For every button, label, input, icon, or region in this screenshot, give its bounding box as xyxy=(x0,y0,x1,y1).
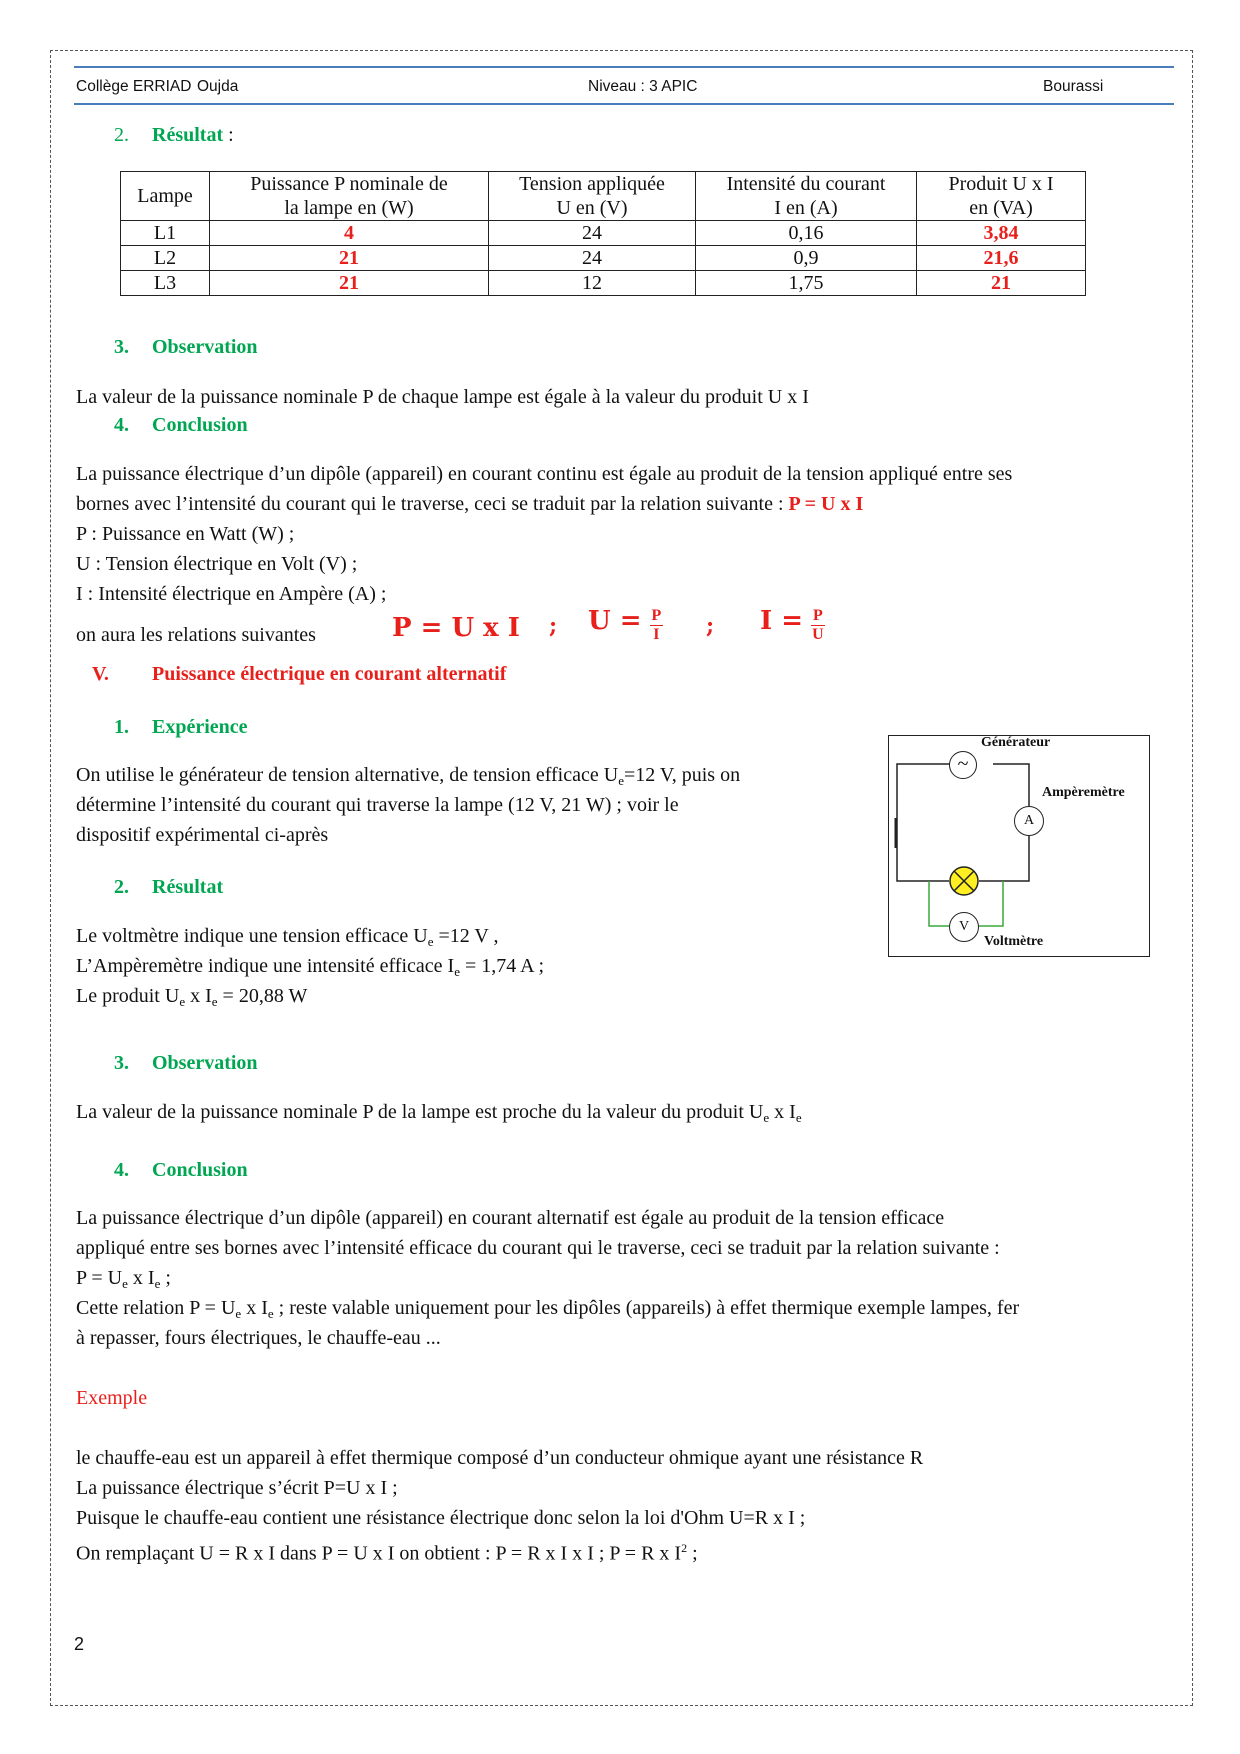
table-header-row xyxy=(121,172,1086,221)
conclusion-line-2: bornes avec l’intensité du courant qui le traverse, ceci se traduit par la relation suivante : P = U x I xyxy=(76,493,864,515)
relation-p-ui: P = U x I xyxy=(788,493,864,515)
table-row xyxy=(121,221,1086,246)
cell-lamp: L3 xyxy=(121,271,210,296)
observation2-text: La valeur de la puissance nominale P de la lampe est proche du la valeur du produit $U_e$ x $I_e$ xyxy=(76,1101,802,1125)
conclusion-line-1: La puissance électrique d’un dipôle (appareil) en courant continu est égale au produit de la tension appliqué entre ses xyxy=(76,463,1013,485)
section-result-heading: 2. Résultat : xyxy=(114,124,234,146)
cell-current: 0,16 xyxy=(696,221,917,246)
col-header-current: Intensité du courant I en (A) xyxy=(696,172,917,221)
cell-lamp: L1 xyxy=(121,221,210,246)
experience-line-2: détermine l’intensité du courant qui traverse la lampe (12 V, 21 W) ; voir le xyxy=(76,794,679,816)
equation-separator: ; xyxy=(706,613,715,639)
example-line-1: le chauffe-eau est un appareil à effet thermique composé d’un conducteur ohmique ayant une résistance R xyxy=(76,1447,924,1469)
results-table xyxy=(120,171,1086,296)
conclusion2-line-1: La puissance électrique d’un dipôle (appareil) en courant alternatif est égale au produit de la tension efficace xyxy=(76,1207,945,1229)
experience-line-1: On utilise le générateur de tension alternative, de tension efficace $U_e=12$ V, puis on xyxy=(76,764,741,788)
cell-voltage: 24 xyxy=(489,246,696,271)
observation-text: La valeur de la puissance nominale P de chaque lampe est égale à la valeur du produit U x I xyxy=(76,386,809,408)
equation-u: U = $\frac{P}{I}$ xyxy=(588,606,662,643)
conclusion2-line-2: appliqué entre ses bornes avec l’intensité efficace du courant qui le traverse, ceci se traduit par la relation suivante : xyxy=(76,1237,1000,1259)
section-observation2-heading: 3. Observation xyxy=(114,1052,258,1074)
cell-voltage: 12 xyxy=(489,271,696,296)
cell-power: 4 xyxy=(210,221,489,246)
relations-intro: on aura les relations suivantes xyxy=(76,624,316,646)
result-line-2: L’Ampèremètre indique une intensité efficace $I_e = 1,74$ A ; xyxy=(76,955,545,979)
page-header xyxy=(76,74,1174,104)
definition-i: I : Intensité électrique en Ampère (A) ; xyxy=(76,583,387,605)
equation-separator: ; xyxy=(549,613,558,639)
conclusion2-line-5: à repasser, fours électriques, le chauffe-eau ... xyxy=(76,1327,441,1349)
col-header-voltage: Tension appliquée U en (V) xyxy=(489,172,696,221)
example-line-3: Puisque le chauffe-eau contient une résistance électrique donc selon la loi d'Ohm U=R x I ; xyxy=(76,1507,806,1529)
header-author: Bourassi xyxy=(1043,78,1104,95)
equation-i: I = $\frac{P}{U}$ xyxy=(760,606,824,643)
cell-lamp: L2 xyxy=(121,246,210,271)
generator-label: Générateur xyxy=(981,735,1051,750)
table-row xyxy=(121,271,1086,296)
header-top-rule xyxy=(74,66,1174,68)
cell-current: 1,75 xyxy=(696,271,917,296)
ammeter-label: Ampèremètre xyxy=(1042,785,1125,800)
col-header-lamp: Lampe xyxy=(121,172,210,221)
cell-current: 0,9 xyxy=(696,246,917,271)
cell-product: 3,84 xyxy=(917,221,1086,246)
page-number: 2 xyxy=(74,1634,85,1654)
section-experience-heading: 1. Expérience xyxy=(114,716,248,738)
cell-power: 21 xyxy=(210,246,489,271)
equation-p: P = U x I xyxy=(392,613,520,643)
section-result2-heading: 2. Résultat xyxy=(114,876,224,898)
example-line-2: La puissance électrique s’écrit P=U x I ; xyxy=(76,1477,398,1499)
header-level: Niveau : 3 APIC xyxy=(588,78,698,95)
section-conclusion2-heading: 4. Conclusion xyxy=(114,1159,248,1181)
cell-voltage: 24 xyxy=(489,221,696,246)
section-v-heading: V. Puissance électrique en courant alternatif xyxy=(92,663,507,685)
voltmeter-icon: V xyxy=(949,912,979,942)
section-conclusion-heading: 4. Conclusion xyxy=(114,414,248,436)
table-row xyxy=(121,246,1086,271)
circuit-diagram xyxy=(888,735,1150,957)
header-bottom-rule xyxy=(74,103,1174,105)
cell-product: 21 xyxy=(917,271,1086,296)
generator-icon: ~ xyxy=(949,751,977,779)
conclusion2-line-3: $P = U_e$ x $I_e$ ; xyxy=(76,1267,171,1291)
definition-p: P : Puissance en Watt (W) ; xyxy=(76,523,295,545)
example-line-4: On remplaçant U = R x I dans P = U x I on obtient : P = R x I x I ; P = R x $I^2$ ; xyxy=(76,1541,698,1565)
result-line-3: Le produit $U_e$ x $I_e = 20,88$ W xyxy=(76,985,308,1009)
cell-product: 21,6 xyxy=(917,246,1086,271)
ammeter-icon: A xyxy=(1014,806,1044,836)
col-header-product: Produit U x I en (VA) xyxy=(917,172,1086,221)
voltmeter-label: Voltmètre xyxy=(984,934,1044,949)
section-observation-heading: 3. Observation xyxy=(114,336,258,358)
example-title: Exemple xyxy=(76,1387,148,1409)
cell-power: 21 xyxy=(210,271,489,296)
experience-line-3: dispositif expérimental ci-après xyxy=(76,824,329,846)
header-school: Collège ERRIAD xyxy=(76,78,192,95)
header-city: Oujda xyxy=(197,78,239,95)
col-header-power: Puissance P nominale de la lampe en (W) xyxy=(210,172,489,221)
definition-u: U : Tension électrique en Volt (V) ; xyxy=(76,553,358,575)
result-line-1: Le voltmètre indique une tension efficace $U_e =12$ V , xyxy=(76,925,499,949)
circuit-schematic xyxy=(889,736,1148,955)
conclusion2-line-4: Cette relation $P = U_e$ x $I_e$ ; reste valable uniquement pour les dipôles (appareils) à effet thermique exemple lampes, fer xyxy=(76,1297,1020,1321)
